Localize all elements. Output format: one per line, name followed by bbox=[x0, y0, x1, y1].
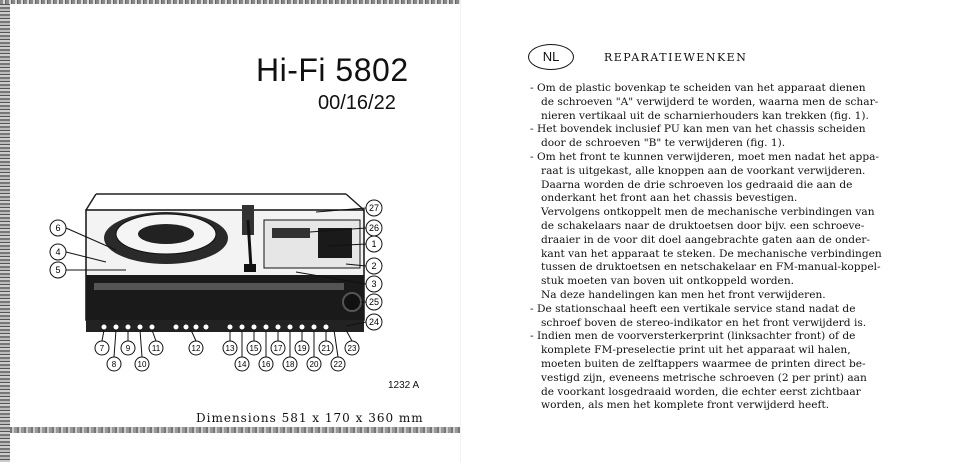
svg-text:3: 3 bbox=[371, 279, 377, 289]
svg-text:27: 27 bbox=[368, 203, 380, 213]
callout-16 bbox=[259, 330, 273, 371]
svg-text:14: 14 bbox=[237, 360, 247, 369]
callout-11 bbox=[149, 330, 163, 355]
instruction-line: de voorkant losgedraaid worden, die echter eerst zichtbaar bbox=[541, 385, 861, 398]
instruction-line: tussen de druktoetsen en netschakelaar en FM-manual-koppel- bbox=[541, 261, 881, 274]
callout-21 bbox=[319, 330, 333, 355]
svg-text:26: 26 bbox=[368, 223, 380, 233]
callout-15 bbox=[247, 330, 261, 355]
callout-9 bbox=[121, 330, 135, 355]
instruction-line: vestigd zijn, eveneens metrische schroeven (2 per print) aan bbox=[541, 371, 867, 384]
model-title: Hi-Fi 5802 bbox=[256, 52, 409, 88]
instruction-line: Vervolgens ontkoppelt men de mechanische verbindingen van bbox=[541, 206, 875, 219]
instruction-line: Na deze handelingen kan men het front verwijderen. bbox=[541, 288, 826, 301]
instruction-line: onderkant het front aan het chassis bevestigen. bbox=[541, 192, 798, 205]
svg-text:16: 16 bbox=[261, 360, 271, 369]
figure-reference: 1232 A bbox=[388, 380, 420, 391]
control-panel bbox=[264, 220, 360, 268]
svg-text:8: 8 bbox=[111, 360, 117, 369]
instruction-line: raat is uitgekast, alle knoppen aan de voorkant verwijderen. bbox=[541, 164, 866, 177]
callout-22 bbox=[331, 330, 345, 371]
device-illustration bbox=[46, 150, 416, 380]
callout-10 bbox=[135, 330, 149, 371]
callouts-bottom bbox=[95, 330, 359, 371]
svg-text:21: 21 bbox=[321, 344, 331, 353]
scan-edge-left bbox=[0, 0, 10, 462]
tuning-knob bbox=[343, 293, 361, 311]
dust-cover bbox=[86, 194, 364, 210]
instruction-line: - Het bovendek inclusief PU kan men van het chassis scheiden bbox=[530, 123, 950, 137]
svg-text:10: 10 bbox=[137, 360, 147, 369]
callout-7 bbox=[95, 330, 109, 355]
callout-20 bbox=[307, 330, 321, 371]
instruction-line: schroef boven de stereo-indikator en het front verwijderd is. bbox=[541, 316, 867, 329]
instruction-line: Daarna worden de drie schroeven los gedraaid die aan de bbox=[541, 178, 853, 191]
instruction-line: kant van het apparaat te steken. De mechanische verbindingen bbox=[541, 247, 882, 260]
callout-17 bbox=[271, 330, 285, 355]
callout-18 bbox=[283, 330, 297, 371]
instruction-line: - De stationschaal heeft een vertikale service stand nadat de bbox=[530, 303, 950, 317]
turntable-platter bbox=[104, 212, 228, 264]
svg-text:17: 17 bbox=[273, 344, 283, 353]
svg-text:20: 20 bbox=[309, 360, 319, 369]
instruction-line: - Om de plastic bovenkap te scheiden van het apparaat dienen bbox=[530, 82, 950, 96]
svg-text:9: 9 bbox=[125, 344, 131, 353]
instruction-line: moeten buiten de zelftappers waarmee de printen direct be- bbox=[541, 357, 866, 370]
callout-8 bbox=[107, 330, 121, 371]
scan-edge-top bbox=[0, 0, 460, 4]
instruction-line: de schroeven "A" verwijderd te worden, waarna men de schar- bbox=[541, 95, 879, 108]
callout-13 bbox=[223, 330, 237, 355]
svg-text:22: 22 bbox=[333, 360, 343, 369]
svg-text:11: 11 bbox=[151, 344, 161, 353]
svg-text:18: 18 bbox=[285, 360, 295, 369]
callout-12 bbox=[189, 330, 203, 355]
svg-text:13: 13 bbox=[225, 344, 235, 353]
instruction-line: - Om het front te kunnen verwijderen, moet men nadat het appa- bbox=[530, 151, 950, 165]
section-heading: REPARATIEWENKEN bbox=[604, 51, 748, 64]
instruction-line: stuk moeten van boven uit ontkoppeld worden. bbox=[541, 275, 795, 288]
svg-text:5: 5 bbox=[55, 265, 61, 275]
svg-text:12: 12 bbox=[191, 344, 201, 353]
instruction-line: worden, als men het komplete front verwijderd heeft. bbox=[541, 399, 830, 412]
page-divider bbox=[460, 0, 461, 462]
svg-text:23: 23 bbox=[347, 344, 357, 353]
instruction-line: - Indien men de voorversterkerprint (linksachter front) of de bbox=[530, 330, 950, 344]
repair-instructions bbox=[530, 82, 950, 413]
language-badge: NL bbox=[528, 44, 574, 70]
svg-text:2: 2 bbox=[371, 261, 377, 271]
instruction-line: komplete FM-preselectie print uit het apparaat wil halen, bbox=[541, 344, 851, 357]
svg-text:24: 24 bbox=[368, 317, 380, 327]
callout-14 bbox=[235, 330, 249, 371]
scan-edge-bottom bbox=[10, 427, 460, 433]
svg-text:4: 4 bbox=[55, 247, 61, 257]
callout-19 bbox=[295, 330, 309, 355]
instruction-line: draaier in de voor dit doel aangebrachte gaten aan de onder- bbox=[541, 233, 870, 246]
svg-text:6: 6 bbox=[55, 223, 61, 233]
instruction-line: door de schroeven "B" te verwijderen (fig. 1). bbox=[541, 137, 786, 150]
dimensions-caption: Dimensions 581 x 170 x 360 mm bbox=[196, 411, 424, 425]
svg-text:1: 1 bbox=[371, 239, 377, 249]
instruction-line: nieren vertikaal uit de scharnierhouders kan trekken (fig. 1). bbox=[541, 109, 869, 122]
svg-text:15: 15 bbox=[249, 344, 259, 353]
model-code: 00/16/22 bbox=[318, 92, 396, 114]
svg-text:7: 7 bbox=[99, 344, 105, 353]
instruction-line: de schakelaars naar de druktoetsen door bijv. een schroeve- bbox=[541, 219, 865, 232]
callout-23 bbox=[345, 330, 359, 355]
svg-text:25: 25 bbox=[368, 297, 380, 307]
svg-text:19: 19 bbox=[297, 344, 307, 353]
